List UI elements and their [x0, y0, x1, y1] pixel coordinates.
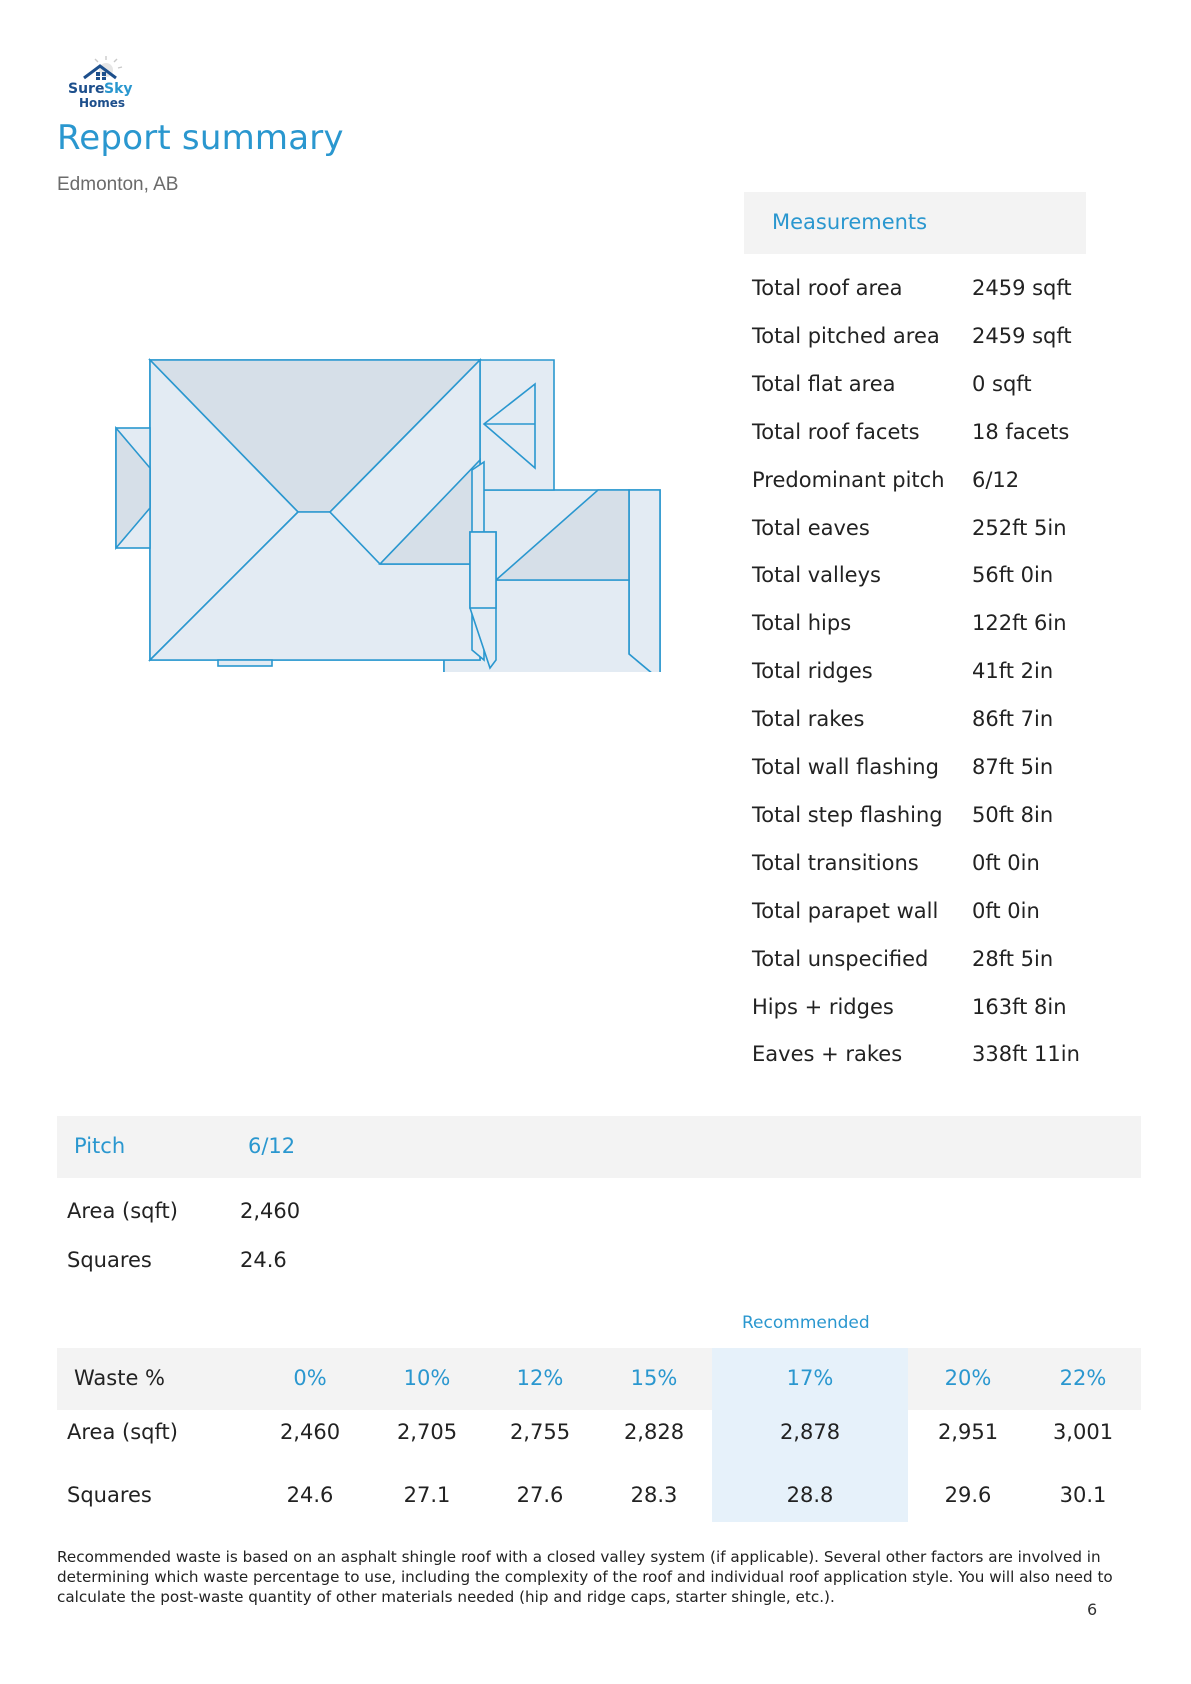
measurement-value: 338ft 11in	[972, 1042, 1080, 1067]
measurement-row	[752, 516, 1112, 546]
measurement-value: 6/12	[972, 467, 1020, 492]
measurement-value: 0ft 0in	[972, 898, 1040, 923]
measurement-label: Total pitched area	[752, 323, 940, 348]
measurement-row	[752, 851, 1112, 881]
waste-area-value: 3,001	[1052, 1420, 1114, 1444]
measurement-label: Total step flashing	[752, 802, 943, 827]
waste-squares-value: 30.1	[1059, 1483, 1107, 1507]
measurement-value: 163ft 8in	[972, 994, 1067, 1019]
measurement-label: Total wall flashing	[752, 755, 939, 779]
measurement-value: 2459 sqft	[972, 276, 1072, 300]
waste-percent-header: 20%	[944, 1366, 992, 1390]
waste-area-value: 2,828	[623, 1420, 685, 1444]
measurement-row	[752, 707, 1112, 737]
location-subtitle: Edmonton, AB	[57, 174, 179, 195]
pitch-area-label: Area (sqft)	[67, 1199, 178, 1223]
pitch-header-band	[57, 1116, 1141, 1178]
measurement-value: 252ft 5in	[972, 515, 1067, 540]
waste-squares-value: 24.6	[286, 1483, 334, 1507]
waste-percent-header: 17%	[786, 1366, 834, 1390]
measurement-row	[752, 420, 1112, 450]
waste-area-value: 2,705	[396, 1420, 458, 1444]
waste-squares-value: 27.1	[403, 1483, 451, 1507]
waste-area-value: 2,951	[937, 1420, 999, 1444]
measurement-label: Total flat area	[752, 371, 896, 396]
measurements-title: Measurements	[772, 210, 928, 234]
measurement-row	[752, 659, 1112, 689]
waste-area-label: Area (sqft)	[67, 1420, 178, 1444]
measurement-value: 0ft 0in	[972, 850, 1040, 875]
pitch-label: Pitch	[74, 1134, 126, 1158]
logo-house-sun-icon	[66, 56, 136, 112]
measurement-row	[752, 995, 1112, 1025]
measurement-value: 18 facets	[972, 419, 1070, 444]
measurement-row	[752, 803, 1112, 833]
measurement-value: 0 sqft	[972, 371, 1032, 396]
measurement-value: 2459 sqft	[972, 323, 1072, 348]
measurement-label: Total roof facets	[752, 419, 920, 444]
company-logo	[66, 56, 136, 112]
measurement-value: 41ft 2in	[972, 659, 1054, 684]
measurement-label: Total roof area	[752, 276, 903, 300]
waste-percent-header: 0%	[293, 1366, 327, 1390]
waste-header-label: Waste %	[74, 1366, 166, 1390]
measurement-row	[752, 372, 1112, 402]
measurement-row	[752, 899, 1112, 929]
roof-bump	[218, 660, 272, 666]
waste-percent-header: 15%	[630, 1366, 678, 1390]
waste-area-value: 2,755	[509, 1420, 571, 1444]
measurement-label: Total eaves	[752, 515, 870, 540]
waste-percent-header: 12%	[516, 1366, 564, 1390]
measurement-label: Total parapet wall	[752, 898, 939, 923]
waste-area-value: 2,878	[779, 1420, 841, 1444]
measurement-row	[752, 468, 1112, 498]
waste-area-value: 2,460	[279, 1420, 341, 1444]
measurement-label: Total valleys	[752, 563, 881, 588]
pitch-area-value: 2,460	[240, 1199, 301, 1223]
measurement-value: 86ft 7in	[972, 707, 1054, 732]
pitch-squares-label: Squares	[67, 1248, 152, 1272]
waste-squares-value: 29.6	[944, 1483, 992, 1507]
measurement-label: Total unspecified	[752, 946, 929, 971]
roof-facet	[629, 490, 660, 672]
measurement-value: 56ft 0in	[972, 563, 1054, 588]
logo-text-sky: Sky	[104, 81, 133, 97]
measurement-label: Predominant pitch	[752, 467, 945, 492]
measurement-label: Total ridges	[752, 659, 873, 684]
measurement-value: 50ft 8in	[972, 802, 1054, 827]
measurement-label: Hips + ridges	[752, 994, 894, 1019]
measurement-value: 122ft 6in	[972, 611, 1067, 636]
roof-facet	[470, 532, 496, 608]
measurement-row	[752, 563, 1112, 593]
measurement-value: 87ft 5in	[972, 755, 1054, 779]
page-number: 6	[1087, 1600, 1098, 1619]
measurement-label: Total hips	[752, 611, 852, 636]
measurement-row	[752, 276, 1112, 306]
measurement-row	[752, 611, 1112, 641]
measurement-row	[752, 755, 1112, 785]
roof-outline-drawing	[108, 356, 664, 672]
roof-diagram	[108, 356, 664, 672]
measurement-row	[752, 1042, 1112, 1072]
measurement-label: Total transitions	[752, 850, 919, 875]
waste-footnote: Recommended waste is based on an asphalt shingle roof with a closed valley system (if applicable). Several other factors are involved in determining which waste percentage to use, including the complexity of the roof and individual roof application style. You will also need to calculate the post-waste quantity of other materials needed (hip and ridge caps, starter shingle, etc.).	[57, 1548, 1113, 1606]
measurement-row	[752, 947, 1112, 977]
waste-squares-value: 27.6	[516, 1483, 564, 1507]
measurement-row	[752, 324, 1112, 354]
logo-text-homes: Homes	[79, 96, 126, 110]
pitch-squares-value: 24.6	[240, 1248, 287, 1272]
pitch-value: 6/12	[248, 1134, 296, 1158]
recommended-label: Recommended	[742, 1313, 870, 1333]
waste-percent-header: 22%	[1059, 1366, 1107, 1390]
waste-percent-header: 10%	[403, 1366, 451, 1390]
waste-squares-label: Squares	[67, 1483, 152, 1507]
logo-text-sure: Sure	[68, 81, 105, 97]
waste-squares-value: 28.3	[630, 1483, 678, 1507]
page-title: Report summary	[57, 118, 344, 158]
measurement-label: Total rakes	[752, 707, 865, 732]
measurement-label: Eaves + rakes	[752, 1042, 903, 1067]
waste-squares-value: 28.8	[786, 1483, 834, 1507]
measurement-value: 28ft 5in	[972, 946, 1054, 971]
